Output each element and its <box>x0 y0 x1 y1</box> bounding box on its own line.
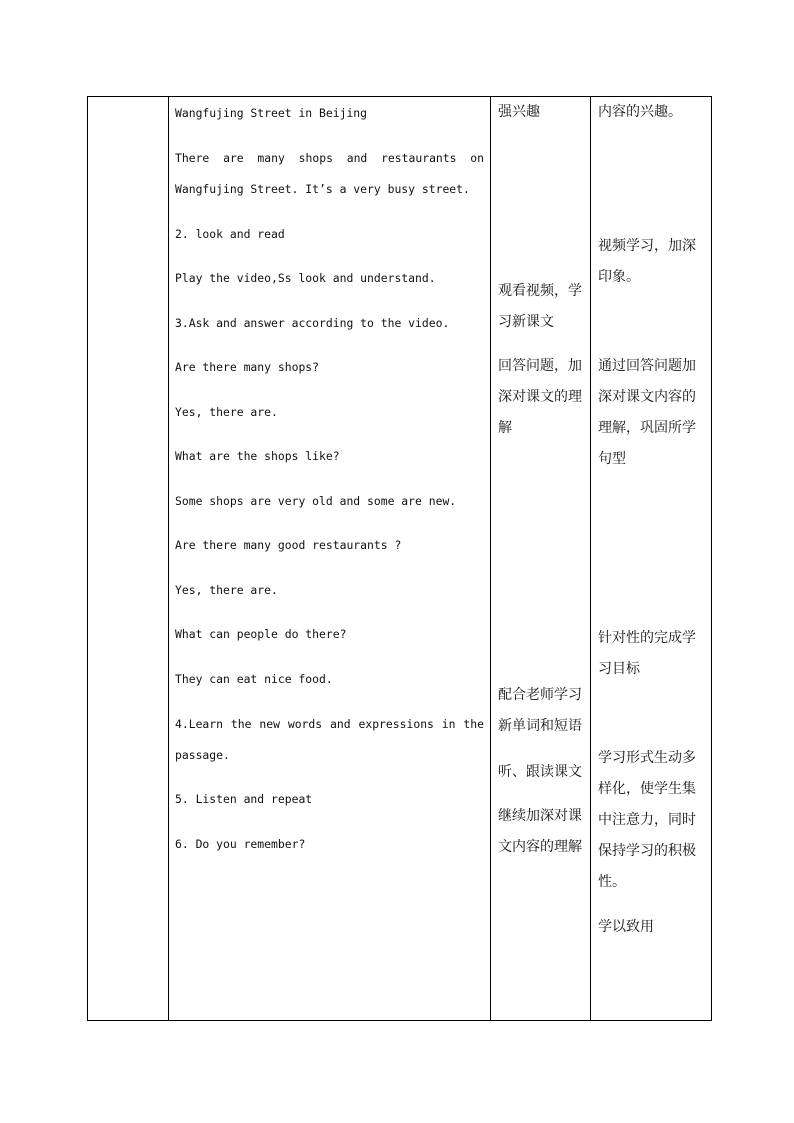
intent-line: 视频学习，加深 <box>598 238 696 254</box>
student-activity-cell <box>491 97 591 1021</box>
intent-line: 性。 <box>598 874 626 890</box>
activity-line: 新单词和短语 <box>498 718 582 734</box>
activity-line: 习新课文 <box>498 314 554 330</box>
activity-line: 听、跟读课文 <box>498 764 582 780</box>
activity-line: 继续加深对课 <box>498 808 582 824</box>
content-line: Wangfujing Street in Beijing <box>175 106 368 120</box>
content-line: Yes, there are. <box>175 405 278 419</box>
intent-line: 理解，巩固所学 <box>598 420 696 436</box>
content-line: What can people do there? <box>175 627 347 641</box>
teaching-content-cell <box>169 97 491 1021</box>
activity-line: 观看视频，学 <box>498 283 582 299</box>
content-line: Play the video,Ss look and understand. <box>175 271 436 285</box>
intent-line: 内容的兴趣。 <box>598 104 682 120</box>
content-line: Are there many good restaurants ? <box>175 538 402 552</box>
intent-line: 中注意力，同时 <box>598 812 696 828</box>
intent-line: 印象。 <box>598 269 640 285</box>
activity-line: 文内容的理解 <box>498 839 582 855</box>
activity-line: 解 <box>498 420 512 436</box>
content-line: 3.Ask and answer according to the video. <box>175 316 450 330</box>
intent-line: 句型 <box>598 451 626 467</box>
content-line: What are the shops like? <box>175 449 340 463</box>
content-line: Wangfujing Street. It’s a very busy street. <box>175 182 470 196</box>
intent-line: 针对性的完成学 <box>598 630 696 646</box>
activity-line: 回答问题，加 <box>498 358 582 374</box>
activity-line: 强兴趣 <box>498 104 540 120</box>
design-intent-cell <box>591 97 712 1021</box>
content-line: 2. look and read <box>175 227 285 241</box>
intent-line: 学习形式生动多 <box>598 750 696 766</box>
intent-line: 学以致用 <box>598 919 654 935</box>
content-line: 4.Learn the new words and expressions in the <box>175 717 484 731</box>
content-line: Yes, there are. <box>175 583 278 597</box>
content-line: There are many shops and restaurants on <box>175 151 484 165</box>
activity-line: 深对课文的理 <box>498 389 582 405</box>
intent-line: 通过回答问题加 <box>598 358 696 374</box>
table-row <box>88 97 712 1021</box>
intent-line: 深对课文内容的 <box>598 389 696 405</box>
empty-first-column <box>88 97 169 1021</box>
content-line: Some shops are very old and some are new. <box>175 494 457 508</box>
lesson-plan-table <box>87 96 712 1021</box>
content-line: They can eat nice food. <box>175 672 333 686</box>
content-line: Are there many shops? <box>175 360 320 374</box>
activity-line: 配合老师学习 <box>498 687 582 703</box>
content-line: 5. Listen and repeat <box>175 792 313 806</box>
intent-line: 样化，使学生集 <box>598 781 696 797</box>
content-line: passage. <box>175 748 230 762</box>
intent-line: 保持学习的积极 <box>598 843 696 859</box>
content-line: 6. Do you remember? <box>175 837 306 851</box>
intent-line: 习目标 <box>598 661 640 677</box>
